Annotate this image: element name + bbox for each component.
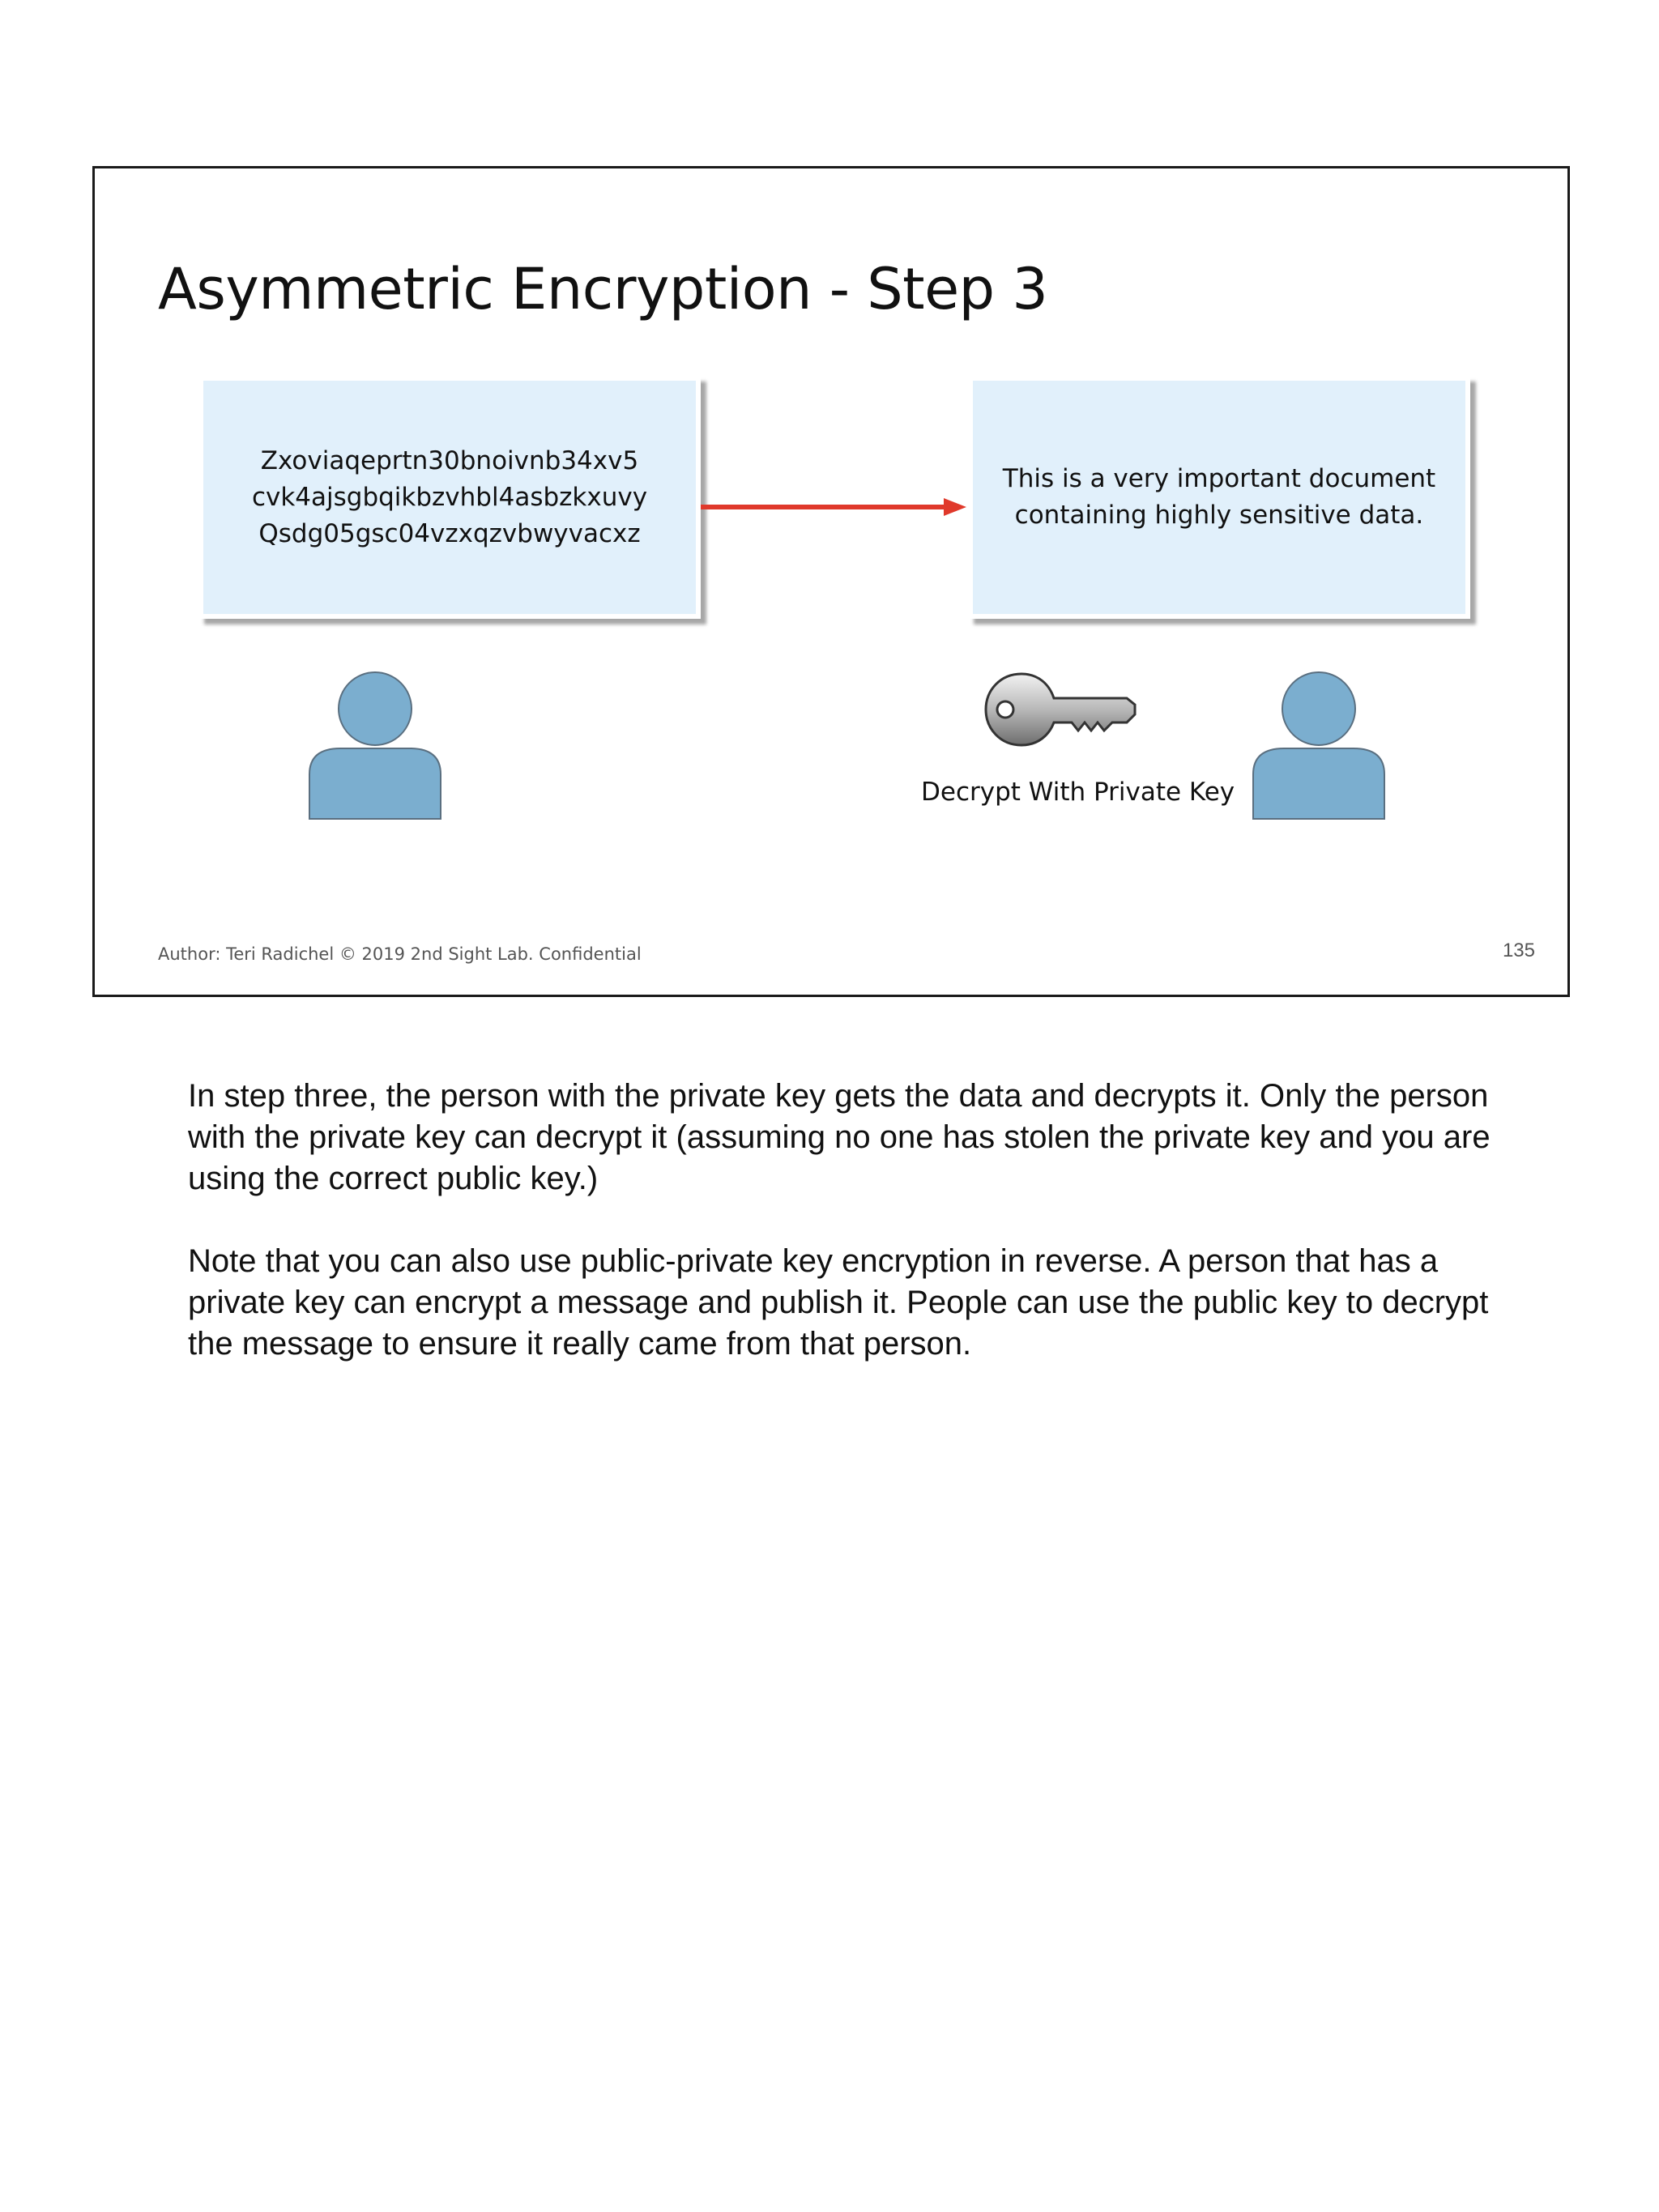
decrypted-line: containing highly sensitive data. [1014, 501, 1424, 530]
decrypted-line: This is a very important document [1002, 464, 1436, 493]
key-caption: Decrypt With Private Key [921, 778, 1235, 807]
person-icon [308, 671, 442, 820]
notes-paragraph: In step three, the person with the private key gets the data and decrypts it. Only the person with the private key can decrypt it (assuming no one has stolen the private key and you are using the correct public key.) [188, 1078, 1491, 1196]
person-icon [1252, 671, 1386, 820]
arrow-right-icon [701, 497, 968, 517]
encrypted-line: cvk4ajsgbqikbzvhbl4asbzkxuvy [251, 482, 648, 512]
encrypted-line: Zxoviaqeprtn30bnoivnb34xv5 [260, 445, 639, 475]
encrypted-data-panel [198, 376, 701, 619]
page-number: 135 [1502, 940, 1535, 961]
footer-author: Author: Teri Radichel © 2019 2nd Sight Lab. Confidential [158, 944, 642, 964]
slide-title: Asymmetric Encryption - Step 3 [158, 256, 1048, 322]
speaker-notes [188, 1076, 1500, 1406]
slide [92, 166, 1570, 997]
key-icon [984, 672, 1137, 748]
decrypted-text [1003, 461, 1435, 534]
encrypted-text [252, 443, 647, 552]
encrypted-line: Qsdg05gsc04vzxqzvbwyvacxz [258, 518, 641, 548]
decrypted-data-panel [968, 376, 1470, 619]
notes-paragraph: Note that you can also use public-private key encryption in reverse. A person that has a private key can encrypt a message and publish it. People can use the public key to decrypt the message to ensure it really came from that person. [188, 1243, 1489, 1362]
